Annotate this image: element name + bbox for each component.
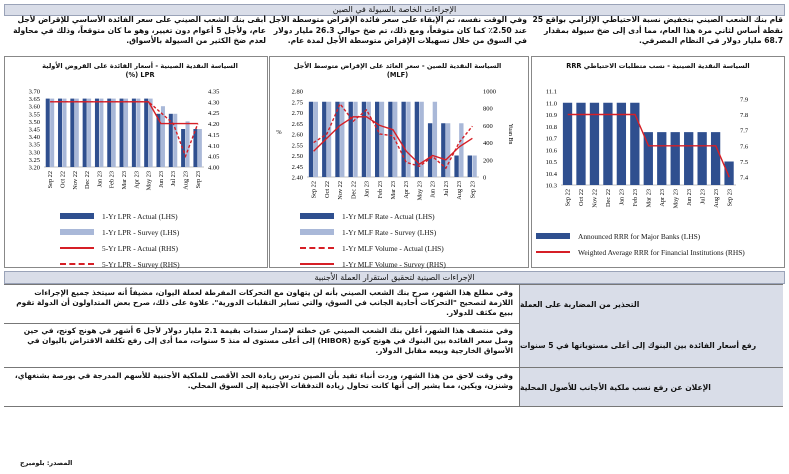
bar	[314, 102, 318, 177]
y-axis-label: %	[276, 129, 282, 136]
legend-item-mlf-vol-actual	[300, 240, 525, 256]
bar	[349, 102, 353, 177]
fx-row-label: التحذير من المضاربة على العملة	[519, 285, 783, 323]
y-tick-right: 7.6	[740, 143, 749, 151]
x-tick-label: Jan 23	[363, 181, 371, 198]
bar	[353, 102, 357, 177]
legend-swatch	[60, 212, 94, 220]
x-tick-label: Jun 23	[685, 189, 693, 206]
y-tick-right: 200	[483, 157, 493, 165]
legend-item-rrr-announced	[536, 228, 781, 244]
y-tick-right: 400	[483, 140, 493, 148]
x-tick-label: Apr 23	[133, 171, 141, 189]
x-tick-label: Feb 23	[632, 189, 640, 207]
bar	[193, 129, 197, 167]
y2-axis-label: Yuan Bn	[507, 123, 513, 145]
bar	[459, 123, 463, 177]
lpr-chart	[4, 85, 266, 225]
x-tick-label: Jul 23	[699, 189, 707, 205]
y-tick-left: 11.0	[545, 100, 557, 108]
legend-label: 1-Yr MLF Rate - Survey (LHS)	[342, 227, 437, 237]
bar	[112, 99, 116, 167]
fx-row-text: وفي وقت لاحق من هذا الشهر، وردت أنباء تفيد بأن الصين تدرس زيادة الحد الأقصى للملكية الأجنبية للأسهم المدرجة في بورصة بشنغهاي، وشنزن، ويكين، مما يشير إلى أنها كانت تحاول زيادة التدفقات الأجنبية إلى السوق المحلي.	[14, 371, 513, 390]
bar	[472, 156, 476, 178]
x-tick-label: Sep 23	[726, 189, 734, 207]
legend-item-mlf-rate-actual	[300, 208, 525, 224]
fx-row-hibor	[4, 323, 783, 368]
bar	[161, 106, 165, 167]
legend-swatch	[300, 212, 334, 220]
x-tick-label: May 23	[145, 171, 153, 191]
x-tick-label: Sep 23	[194, 171, 202, 189]
bar	[388, 102, 392, 177]
bar	[446, 123, 450, 177]
x-tick-label: Dec 22	[84, 171, 92, 190]
bar	[46, 99, 50, 167]
bar	[724, 162, 733, 186]
y-tick-right: 4.00	[208, 164, 220, 172]
mlf-chart	[269, 85, 527, 225]
legend-item-lpr-5yr-survey	[60, 256, 260, 272]
x-tick-label: Apr 23	[403, 181, 411, 199]
x-tick-label: Aug 23	[456, 181, 464, 200]
bar	[644, 132, 653, 185]
legend-label: Announced RRR for Major Banks (LHS)	[578, 231, 701, 241]
y-tick-left: 3.60	[28, 103, 40, 111]
legend-item-mlf-rate-survey	[300, 224, 525, 240]
bar	[120, 99, 124, 167]
legend-label: Weighted Average RRR for Financial Institutions (RHS)	[578, 247, 745, 257]
bar	[173, 114, 177, 167]
y-tick-left: 2.65	[291, 120, 303, 128]
y-tick-right: 7.8	[740, 112, 749, 119]
fx-row-foreign-ownership	[4, 368, 783, 407]
bar	[136, 99, 140, 167]
bar	[99, 99, 103, 167]
legend-item-rrr-weighted	[536, 244, 781, 260]
y-tick-right: 4.35	[208, 88, 220, 96]
y-tick-right: 4.15	[208, 131, 220, 139]
x-tick-label: May 23	[672, 189, 680, 209]
fx-row-speculation	[4, 284, 783, 324]
y-tick-right: 7.7	[740, 127, 749, 135]
bar	[711, 132, 720, 185]
legend-mlf	[300, 208, 525, 272]
y-tick-left: 3.55	[28, 111, 40, 119]
x-tick-label: Feb 23	[376, 181, 384, 199]
y-tick-left: 3.65	[28, 96, 40, 104]
x-tick-label: Jul 23	[170, 171, 178, 187]
bar	[62, 99, 66, 167]
y-tick-right: 7.9	[740, 96, 749, 104]
y-tick-right: 1000	[483, 88, 496, 96]
x-tick-label: Jul 23	[442, 181, 450, 197]
x-tick-label: Sep 22	[564, 189, 572, 207]
bar	[698, 132, 707, 185]
fx-row-label: رفع أسعار الفائدة بين البنوك إلى أعلى مستوياتها في 5 سنوات	[519, 323, 783, 367]
y-tick-left: 2.70	[291, 110, 303, 117]
bar	[671, 132, 680, 185]
bar	[132, 99, 136, 167]
bar	[83, 99, 87, 167]
legend-swatch	[60, 260, 94, 268]
x-tick-label: Oct 22	[578, 189, 586, 206]
y-tick-left: 3.35	[28, 141, 40, 149]
y-tick-right: 7.5	[740, 159, 749, 166]
y-tick-left: 2.75	[291, 99, 303, 107]
legend-label: 1-Yr MLF Rate - Actual (LHS)	[342, 211, 435, 221]
bar	[401, 102, 405, 177]
y-tick-left: 3.50	[28, 118, 40, 126]
bar	[186, 121, 190, 167]
legend-swatch	[300, 260, 334, 268]
x-tick-label: Oct 22	[59, 171, 67, 188]
legend-swatch	[300, 244, 334, 252]
y-tick-left: 10.5	[545, 159, 557, 166]
bar	[454, 156, 458, 178]
bar	[335, 102, 339, 177]
y-tick-left: 10.9	[545, 112, 557, 119]
y-tick-right: 800	[483, 105, 493, 113]
bar	[380, 102, 384, 177]
y-tick-left: 3.40	[28, 134, 40, 142]
x-tick-label: Feb 23	[108, 171, 116, 189]
bar	[433, 102, 437, 177]
legend-swatch	[60, 244, 94, 252]
legend-label: 1-Yr MLF Volume - Survey (RHS)	[342, 259, 446, 269]
legend-label: 5-Yr LPR - Survey (RHS)	[102, 259, 180, 269]
y-tick-left: 10.6	[545, 147, 557, 155]
y-tick-left: 10.7	[545, 135, 557, 143]
x-tick-label: Mar 23	[121, 171, 128, 190]
bar	[95, 99, 99, 167]
y-tick-left: 3.25	[28, 156, 40, 164]
bar	[340, 102, 344, 177]
legend-swatch	[536, 248, 570, 256]
x-tick-label: Nov 22	[71, 171, 79, 190]
y-tick-left: 10.3	[545, 182, 557, 190]
legend-swatch	[60, 228, 94, 236]
x-tick-label: Jun 23	[429, 181, 437, 198]
bar	[309, 102, 313, 177]
x-tick-label: Aug 23	[182, 171, 190, 190]
x-tick-label: Dec 22	[350, 181, 358, 200]
x-tick-label: Apr 23	[658, 189, 666, 207]
legend-label: 5-Yr LPR - Actual (RHS)	[102, 243, 178, 253]
y-tick-left: 2.60	[291, 131, 303, 139]
fx-banner: الإجراءات الصينية لتحقيق استقرار العملة الأجنبية	[4, 271, 785, 284]
legend-item-lpr-1yr-actual	[60, 208, 260, 224]
x-tick-label: Jan 23	[618, 189, 626, 206]
y-tick-right: 4.10	[208, 142, 220, 150]
bar	[144, 99, 148, 167]
bar	[70, 99, 74, 167]
y-tick-left: 10.4	[545, 170, 557, 178]
x-tick-label: May 23	[416, 181, 424, 201]
bar	[375, 102, 379, 177]
legend-lpr	[60, 208, 260, 272]
chart-title-mlf: السياسة النقدية للصين - سعر العائد على الإقراض متوسط الأجل (MLF)	[293, 62, 502, 79]
col-text-middle: وفي الوقت نفسه، تم الإبقاء على سعر فائدة الإقراض متوسطة الأجل عند 2.50٪ كما كان متوقعاً، ومع ذلك، تم ضخ حوالي 26.3 مليار دولار في السوق من خلال تسهيلات الإقراض متوسطة الأجل لمدة عام.	[269, 15, 527, 45]
bar	[124, 99, 128, 167]
bar	[107, 99, 111, 167]
rrr-chart	[531, 85, 783, 225]
legend-swatch	[300, 228, 334, 236]
legend-item-lpr-5yr-actual	[60, 240, 260, 256]
bar	[87, 99, 91, 167]
bar	[468, 156, 472, 178]
bar	[327, 102, 331, 177]
fx-row-text: وفي مطلع هذا الشهر، صرح بنك الشعب الصيني بأنه لن يتهاون مع التحركات المفرطة لعملة اليوان، مضيفاً أنه سيتخذ جميع الإجراءات اللازمة لتصحيح "التحركات أحادية الجانب في السوق، والتي تساير التقلبات الدورية". علاوة على ذلك، صرح بعض المتداولون أن الدولة تقوم ببيع مكثف للدولار.	[16, 288, 513, 317]
bar	[657, 132, 666, 185]
source-note: المصدر: بلومبرج	[20, 459, 73, 467]
bar	[169, 114, 173, 167]
y-tick-left: 2.50	[291, 153, 303, 160]
legend-label: 1-Yr LPR - Survey (LHS)	[102, 227, 180, 237]
legend-item-mlf-vol-survey	[300, 256, 525, 272]
y-tick-left: 3.30	[28, 149, 40, 157]
y-tick-right: 4.05	[208, 153, 220, 161]
y-tick-right: 7.4	[740, 174, 749, 182]
legend-label: 1-Yr LPR - Actual (LHS)	[102, 211, 178, 221]
y-tick-left: 2.45	[291, 163, 303, 171]
legend-item-lpr-1yr-survey	[60, 224, 260, 240]
y-tick-right: 600	[483, 122, 493, 130]
fx-row-label: الإعلان عن رفع نسب ملكية الأجانب للأصول المحلية	[519, 368, 783, 406]
legend-swatch	[536, 232, 570, 240]
x-tick-label: Jun 23	[157, 171, 165, 188]
col-text-right: قام بنك الشعب الصيني بتخفيض نسبة الاحتياطي الإلزامي بواقع 25 نقطة أساس لثاني مرة هذا العام، مما أدى إلى ضخ سيولة بمقدار 68.7 مليار دولار في النظام المصرفي.	[532, 15, 783, 45]
y-tick-right: 4.25	[208, 110, 220, 118]
bar	[441, 123, 445, 177]
legend-rrr	[536, 228, 781, 260]
bar	[684, 132, 693, 185]
y-tick-right: 4.30	[208, 99, 220, 107]
x-tick-label: Nov 22	[591, 189, 599, 208]
bar	[406, 102, 410, 177]
bar	[50, 99, 54, 167]
x-tick-label: Aug 23	[712, 189, 720, 208]
x-tick-label: Mar 23	[645, 189, 653, 208]
x-tick-label: Dec 22	[605, 189, 613, 208]
chart-title-rrr: السياسة النقدية الصينية - نسب متطلبات الاحتياطي RRR	[566, 62, 750, 70]
bar	[198, 129, 202, 167]
x-tick-label: Mar 23	[390, 181, 397, 200]
y-tick-right: 0	[483, 174, 487, 182]
x-tick-label: Oct 22	[323, 181, 331, 198]
fx-row-text: وفي منتصف هذا الشهر، أعلن بنك الشعب الصيني عن خطته لإصدار سندات بقيمة 2.1 مليار دولار لأجل 6 أشهر في هونج كونج، في حين وصل سعر الفائدة بين البنوك في هونج كونج (HIBOR) إلى أعلى مستوى له منذ 5 سنوات، مما أدى إلى رفع تكلفة الاقتراض باليوان في الأسواق الخارجية وبيعه مقابل الدولار.	[23, 326, 513, 355]
liquidity-banner: الإجراءات الخاصة بالسيولة في الصين	[4, 4, 785, 16]
bar	[428, 123, 432, 177]
y-tick-left: 3.70	[28, 88, 40, 96]
x-tick-label: Jan 23	[96, 171, 104, 188]
chart-title-lpr: السياسة النقدية الصينية - أسعار الفائدة على القروض الأولية LPR (%)	[42, 62, 238, 79]
legend-label: 1-Yr MLF Volume - Actual (LHS)	[342, 243, 444, 253]
bar	[58, 99, 62, 167]
bar	[75, 99, 79, 167]
x-tick-label: Sep 22	[310, 181, 318, 199]
y-tick-left: 2.80	[291, 88, 303, 96]
col-text-left: أبقى بنك الشعب الصيني على سعر الفائدة الأساسي للإقراض لأجل عام، ولأجل 5 أعوام دون تغيير، وهو ما كان متوقعاً، وذلك في محاولة لعدم ضخ الكثير من السيولة بالأسواق.	[13, 15, 266, 45]
y-tick-left: 2.40	[291, 174, 303, 182]
x-tick-label: Sep 23	[469, 181, 477, 199]
x-tick-label: Nov 22	[337, 181, 345, 200]
x-tick-label: Sep 22	[47, 171, 55, 189]
y-tick-left: 3.20	[28, 164, 40, 172]
y-tick-left: 2.55	[291, 142, 303, 150]
y-tick-left: 3.45	[28, 126, 40, 134]
y-tick-left: 10.8	[545, 123, 557, 131]
y-tick-right: 4.20	[208, 121, 220, 129]
y-tick-left: 11.1	[545, 88, 557, 96]
